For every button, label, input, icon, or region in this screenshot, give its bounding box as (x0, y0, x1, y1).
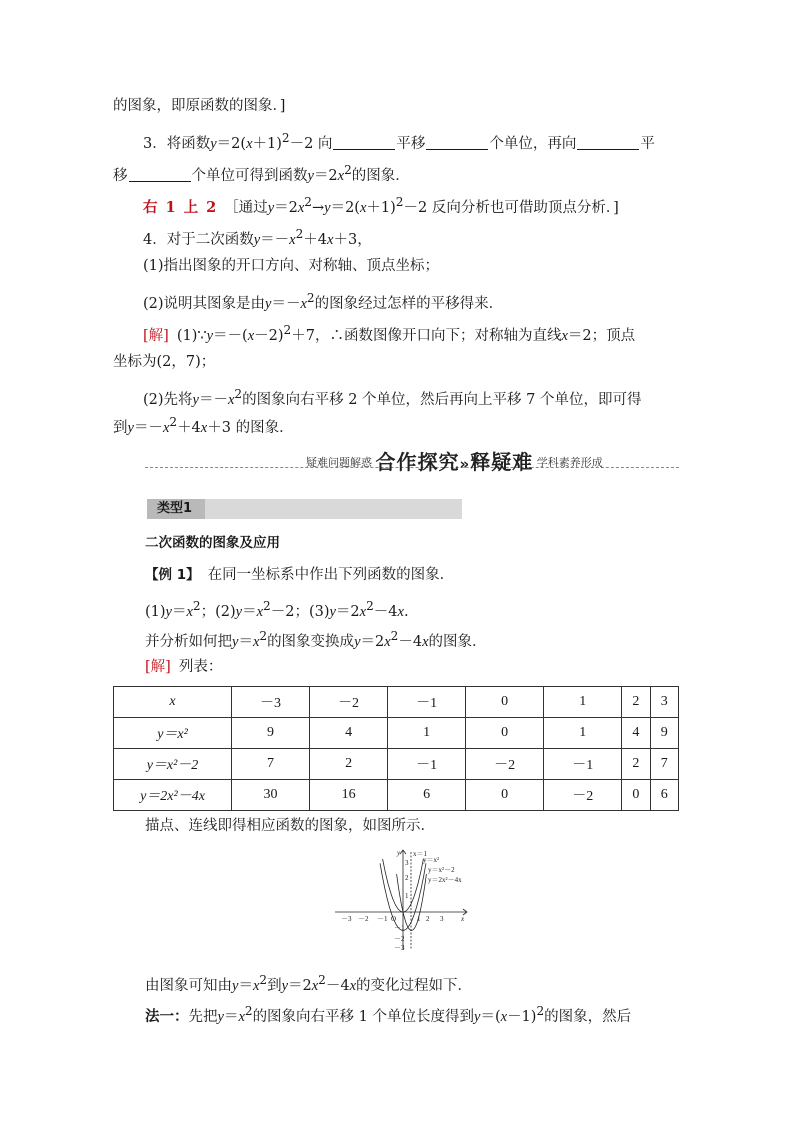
x-tick-1: 1 (417, 915, 421, 923)
x-axis-label: x (461, 915, 465, 923)
value-table (113, 686, 679, 811)
x-tick-neg-3: －3 (341, 915, 352, 923)
example-1-title: 【例 1】 在同一坐标系中作出下列函数的图象． (145, 567, 455, 583)
table-cell: 2 (622, 687, 650, 718)
table-cell: 4 (622, 718, 650, 749)
table-cell: 7 (650, 749, 678, 780)
example-1-question: 并分析如何把$y=x^2$的图象变换成$y=2x^2-4x$的图象． (145, 629, 487, 650)
table-cell: 2 (310, 749, 388, 780)
table-cell: 6 (388, 780, 466, 811)
solution-4-line-4: 到$y=-x^2+4x+3$ 的图象． (113, 415, 294, 436)
question-4-part-1: (1)指出图象的开口方向、对称轴、顶点坐标； (143, 258, 440, 274)
table-cell: 0 (466, 687, 544, 718)
answer-blank[interactable] (333, 135, 395, 150)
row-header: y＝2x²－4x (114, 780, 232, 811)
table-cell: 30 (232, 780, 310, 811)
curve-label-1: y＝x² (423, 856, 440, 864)
table-cell: 0 (466, 718, 544, 749)
solution-4-line-2: 坐标为(2，7)； (113, 354, 216, 370)
question-4: 4．对于二次函数$y=-x^2+4x+3$， (143, 227, 372, 248)
table-cell: －1 (544, 749, 622, 780)
question-3-line-1: 3．将函数$y=2(x+1)^2-2$ 向 平移 个单位，再向 平 (143, 131, 655, 152)
example-1-functions: $(1)y=x^2$；$(2)y=x^2-2$；$(3)y=2x^2-4x$. (145, 599, 409, 620)
table-cell: 0 (622, 780, 650, 811)
y-tick-3: 3 (405, 859, 409, 867)
solution-4-line-3: (2)先将$y=-x^2$的图象向右平移 2 个单位，然后再向上平移 7 个单位，即可得 (143, 387, 642, 408)
row-header: y＝x²－2 (114, 749, 232, 780)
example-1-solution-intro: [解] 列表： (145, 659, 223, 675)
answer-blank[interactable] (577, 135, 639, 150)
y-tick-neg-3: －3 (394, 944, 405, 952)
banner-right-text: 学科素养形成 (536, 456, 603, 469)
x-tick-neg-2: －2 (358, 915, 369, 923)
row-header: x (114, 687, 232, 718)
table-cell: －3 (232, 687, 310, 718)
table-cell: 6 (650, 780, 678, 811)
x-tick-neg-1: －1 (377, 915, 388, 923)
question-3-line-2: 移 个单位可得到函数$y=2x^2$的图象． (113, 163, 410, 184)
type-label: 类型1 (147, 499, 205, 519)
answer-blank[interactable] (129, 167, 191, 182)
table-cell: 1 (544, 718, 622, 749)
paragraph-continued: 的图象，即原函数的图象．] (113, 98, 286, 114)
table-cell: 3 (650, 687, 678, 718)
conclusion-text: 由图象可知由$y=x^2$到$y=2x^2-4x$的变化过程如下． (145, 973, 473, 994)
row-header: y＝x² (114, 718, 232, 749)
table-cell: 9 (650, 718, 678, 749)
solution-4-line-1: [解] $(1)\because y=-(x-2)^2+7$，∴函数图像开口向下；对称轴为直线x＝2；顶点 (143, 323, 636, 344)
table-row (114, 749, 679, 780)
section-banner (306, 446, 603, 475)
x-tick-3: 3 (440, 915, 444, 923)
answer-blank[interactable] (426, 135, 488, 150)
table-row (114, 718, 679, 749)
table-row (114, 687, 679, 718)
table-row (114, 780, 679, 811)
y-tick-neg-1: －1 (394, 924, 405, 932)
table-cell: －1 (388, 687, 466, 718)
origin-label: O (391, 915, 397, 923)
banner-arrow-icon: » (459, 455, 471, 473)
table-cell: 1 (544, 687, 622, 718)
type-label-bar (147, 499, 462, 519)
table-cell: 7 (232, 749, 310, 780)
banner-title-2: 释疑难 (470, 450, 534, 474)
curve-label-3: y＝2x²－4x (428, 876, 462, 884)
table-cell: －1 (388, 749, 466, 780)
banner-left-text: 疑难问题解惑 (306, 456, 372, 469)
y-tick-neg-2: －2 (394, 935, 405, 943)
y-axis-label: y (397, 849, 401, 857)
table-cell: －2 (466, 749, 544, 780)
table-cell: 2 (622, 749, 650, 780)
table-cell: －2 (310, 687, 388, 718)
method-1-text: 法一：先把$y=x^2$的图象向右平移 1 个单位长度得到$y=(x-1)^2$的图象，然后 (145, 1004, 632, 1025)
table-cell: 16 (310, 780, 388, 811)
y-tick-1: 1 (405, 892, 409, 900)
table-cell: 1 (388, 718, 466, 749)
table-cell: －2 (544, 780, 622, 811)
curve-label-2: y＝x²－2 (428, 866, 455, 874)
table-cell: 4 (310, 718, 388, 749)
question-4-part-2: (2)说明其图象是由$y=-x^2$的图象经过怎样的平移得来． (143, 291, 504, 312)
vline-label: x＝1 (413, 850, 427, 858)
x-tick-2: 2 (426, 915, 430, 923)
function-graph-figure (333, 846, 473, 956)
section-title: 二次函数的图象及应用 (145, 535, 280, 551)
table-cell: 0 (466, 780, 544, 811)
table-cell: 9 (232, 718, 310, 749)
after-table-text: 描点、连线即得相应函数的图象，如图所示． (145, 818, 435, 834)
y-tick-2: 2 (405, 874, 409, 882)
banner-title-1: 合作探究 (375, 450, 460, 474)
answer-3: 右 1 上 2 ［通过$y=2x^2\to y=2(x+1)^2-2$ 反向分析也可借助顶点分析．] (143, 195, 619, 216)
